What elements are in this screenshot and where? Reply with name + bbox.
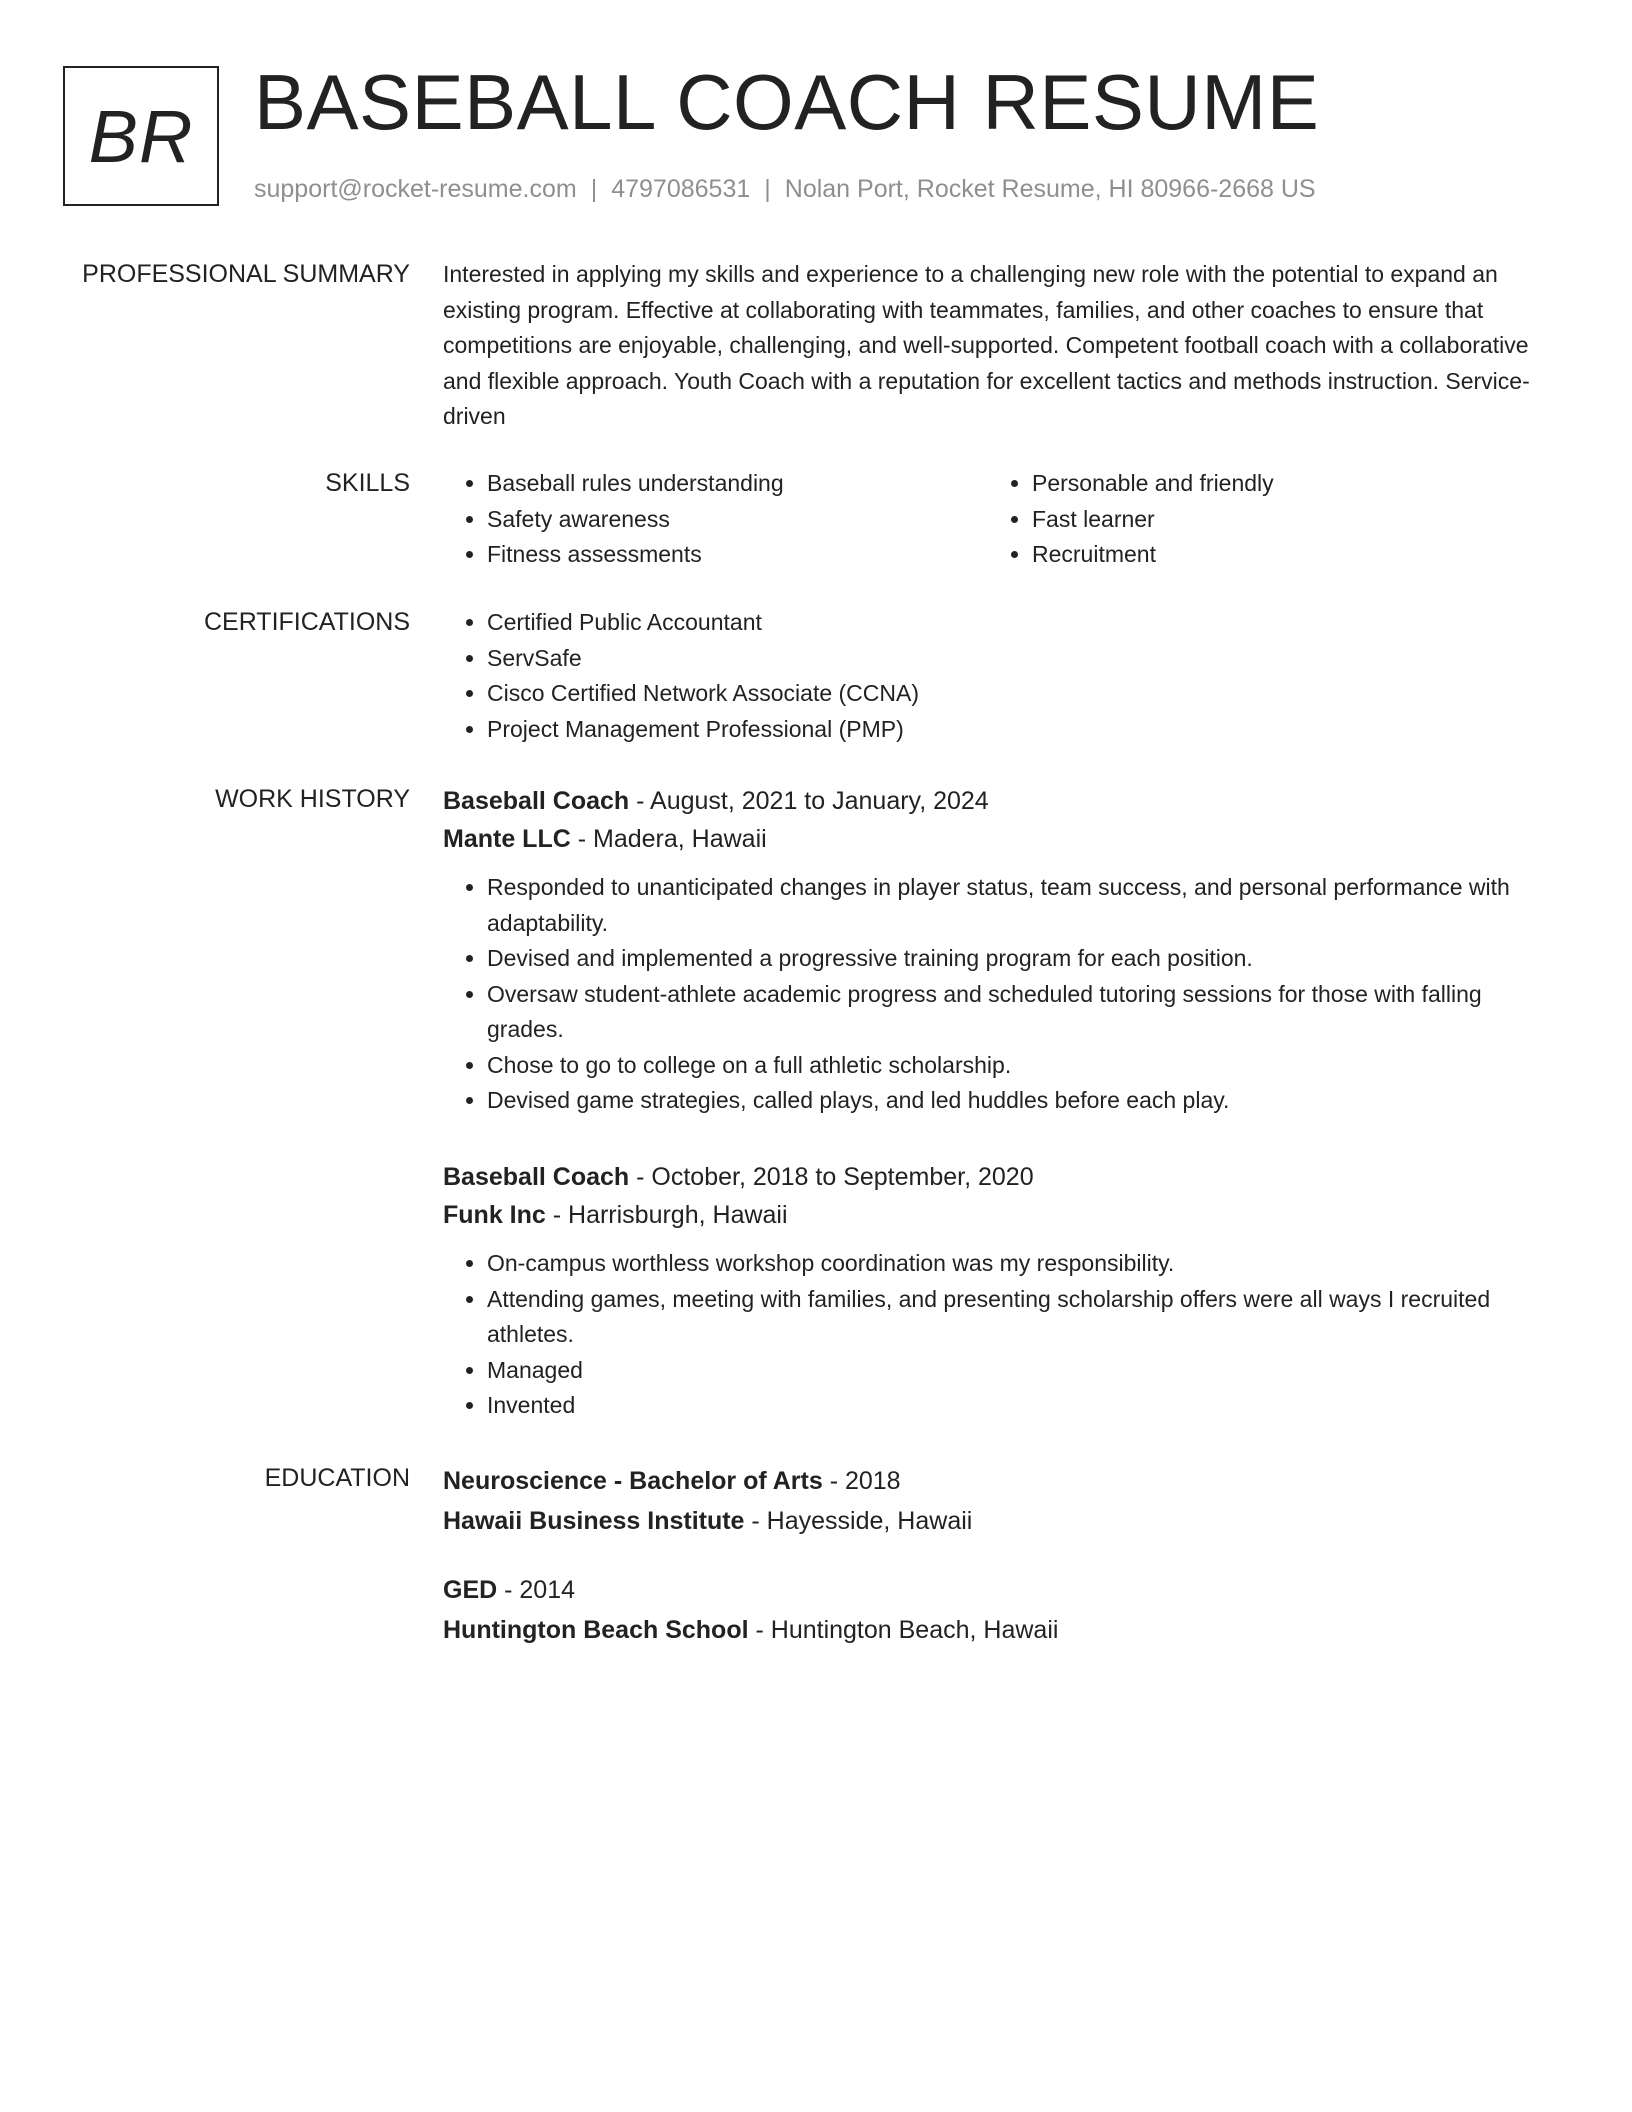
education-year: - 2018 — [822, 1467, 901, 1495]
job-company: Funk Inc — [443, 1201, 546, 1229]
contact-email: support@rocket-resume.com — [254, 175, 577, 203]
job-company: Mante LLC — [443, 825, 571, 853]
skill-item: • Fitness assessments — [487, 537, 988, 573]
work-history-heading: WORK HISTORY — [215, 785, 410, 813]
certifications-body — [443, 605, 1553, 747]
job-duty: • Attending games, meeting with families, and presenting scholarship offers were all ways I recruited athletes. — [487, 1282, 1553, 1353]
job-duty: • Managed — [487, 1353, 1553, 1389]
certification-item: • Cisco Certified Network Associate (CCNA) — [487, 676, 1553, 712]
skills-heading: SKILLS — [325, 469, 410, 497]
job-dates: - August, 2021 to January, 2024 — [629, 787, 989, 815]
job-title-line — [443, 1158, 1553, 1196]
certifications-list — [443, 605, 1553, 747]
education-school-line — [443, 1610, 1553, 1650]
education-entry — [443, 1461, 1553, 1541]
job-duty: • Devised and implemented a progressive training program for each position. — [487, 941, 1553, 977]
education-school-line — [443, 1501, 1553, 1541]
job-location: - Harrisburgh, Hawaii — [545, 1201, 788, 1229]
summary-body — [443, 257, 1553, 435]
job-duty: • Oversaw student-athlete academic progress and scheduled tutoring sessions for those with falling grades. — [487, 977, 1553, 1048]
job-company-line — [443, 820, 1553, 858]
skills-list-right — [988, 466, 1533, 573]
contact-separator: | — [764, 175, 771, 203]
certification-item: • ServSafe — [487, 641, 1553, 677]
job-title: Baseball Coach — [443, 787, 630, 815]
certification-item: • Project Management Professional (PMP) — [487, 712, 1553, 748]
job-dates: - October, 2018 to September, 2020 — [629, 1163, 1034, 1191]
education-degree: Neuroscience - Bachelor of Arts — [443, 1467, 823, 1495]
job-duties-list — [443, 1246, 1553, 1424]
education-heading: EDUCATION — [264, 1464, 410, 1492]
skill-item: • Fast learner — [1032, 502, 1533, 538]
job-duty: • Chose to go to college on a full athletic scholarship. — [487, 1048, 1553, 1084]
job-duty: • Responded to unanticipated changes in player status, team success, and personal performance with adaptability. — [487, 870, 1553, 941]
education-school: Hawaii Business Institute — [443, 1507, 745, 1535]
education-degree: GED — [443, 1576, 498, 1604]
skill-item: • Recruitment — [1032, 537, 1533, 573]
education-location: - Huntington Beach, Hawaii — [748, 1616, 1059, 1644]
education-entry — [443, 1570, 1553, 1650]
education-degree-line — [443, 1570, 1553, 1610]
job-duty: • Devised game strategies, called plays, and led huddles before each play. — [487, 1083, 1553, 1119]
resume-title: BASEBALL COACH RESUME — [254, 58, 1320, 146]
education-year: - 2014 — [497, 1576, 576, 1604]
education-location: - Hayesside, Hawaii — [744, 1507, 973, 1535]
skill-item: • Baseball rules understanding — [487, 466, 988, 502]
job-entry — [443, 1158, 1553, 1424]
job-duty: • Invented — [487, 1388, 1553, 1424]
job-company-line — [443, 1196, 1553, 1234]
education-school: Huntington Beach School — [443, 1616, 749, 1644]
skill-item: • Personable and friendly — [1032, 466, 1533, 502]
job-entry — [443, 782, 1553, 1119]
skills-list-left — [443, 466, 988, 573]
job-title: Baseball Coach — [443, 1163, 630, 1191]
contact-separator: | — [590, 175, 598, 203]
job-duty: • On-campus worthless workshop coordination was my responsibility. — [487, 1246, 1553, 1282]
job-location: - Madera, Hawaii — [570, 825, 767, 853]
contact-line — [254, 172, 1316, 206]
summary-text: Interested in applying my skills and experience to a challenging new role with the potential to expand an existing program. Effective at collaborating with teammates, families, and other coaches to ensure that competitions are enjoyable, challenging, and well-supported. Competent football coach with a collaborative and flexible approach. Youth Coach with a reputation for excellent tactics and methods instruction. Service-driven — [443, 261, 1530, 429]
job-title-line — [443, 782, 1553, 820]
certification-item: • Certified Public Accountant — [487, 605, 1553, 641]
job-duties-list — [443, 870, 1553, 1119]
skill-item: • Safety awareness — [487, 502, 988, 538]
summary-heading: PROFESSIONAL SUMMARY — [82, 260, 410, 288]
skills-body — [443, 466, 1553, 573]
contact-phone: 4797086531 — [611, 175, 751, 203]
monogram-logo: BR — [63, 66, 219, 206]
contact-address: Nolan Port, Rocket Resume, HI 80966-2668 US — [784, 175, 1316, 203]
certifications-heading: CERTIFICATIONS — [203, 608, 410, 636]
education-degree-line — [443, 1461, 1553, 1501]
